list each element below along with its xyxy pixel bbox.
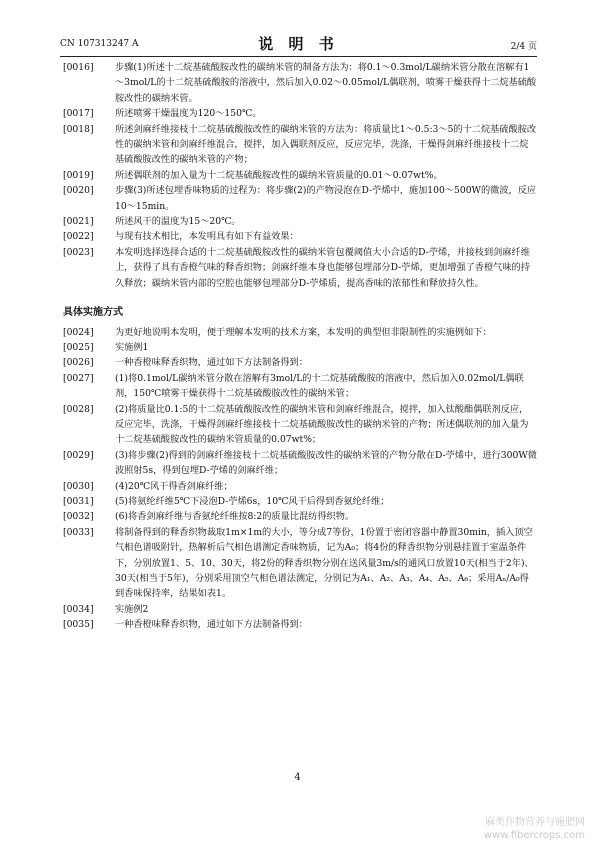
paragraph xyxy=(63,60,537,106)
paragraph xyxy=(63,183,537,214)
paragraph-number: [0024] xyxy=(63,326,94,338)
paragraph-number: [0026] xyxy=(63,357,94,369)
paragraph-text: 实施例2 xyxy=(115,603,149,615)
paragraph xyxy=(63,448,537,479)
paragraph-number: [0031] xyxy=(63,495,94,507)
paragraph-text: 一种香橙味释香织物，通过如下方法制备得到： xyxy=(115,357,308,369)
paragraph-text: 步骤(1)所述十二烷基硫酸胺改性的碳纳米管的制备方法为：将0.1～0.3mol/L碳纳米管分散在溶解有1～3mol/L的十二烷基硫酸胺的溶液中，然后加入0.02～0.05mol/L偶联剂，喷雾干燥获得十二烷基硫酸胺改性的碳纳米管。 xyxy=(115,62,537,104)
paragraph-text: (6)将香剑麻纤维与香氨纶纤维按8:2的质量比混纺得织物。 xyxy=(115,511,355,523)
paragraph-number: [0022] xyxy=(63,231,94,243)
paragraph-text: 一种香橙味释香织物，通过如下方法制备得到： xyxy=(115,619,308,631)
document-body xyxy=(63,60,537,633)
header-rule xyxy=(60,56,537,57)
paragraph xyxy=(63,168,537,183)
paragraph xyxy=(63,602,537,617)
paragraph-text: (3)将步骤(2)得到的剑麻纤维接枝十二烷基硫酸胺改性的碳纳米管的产物分散在D-苧烯中，进行300W微波照射5s，得到包埋D-苧烯的剑麻纤维； xyxy=(115,449,537,477)
watermark xyxy=(484,816,585,842)
paragraph xyxy=(63,525,537,602)
paragraph xyxy=(63,371,537,402)
paragraph-text: 与现有技术相比，本发明具有如下有益效果： xyxy=(115,231,299,243)
paragraph xyxy=(63,214,537,229)
paragraph-number: [0035] xyxy=(63,619,94,631)
document-title: 说 明 书 xyxy=(258,35,339,53)
paragraph-text: (5)将氨纶纤维5℃下浸泡D-苧烯6s，10℃风干后得到香氨纶纤维； xyxy=(115,495,390,507)
watermark-line-1: 麻类作物营养与施肥网 xyxy=(485,817,585,828)
paragraph-text: 所述偶联剂的加入量为十二烷基硫酸胺改性的碳纳米管质量的0.01～0.07wt%。 xyxy=(115,169,443,181)
paragraph-number: [0034] xyxy=(63,603,94,615)
paragraph-text: 所述喷雾干燥温度为120～150℃。 xyxy=(115,108,262,120)
paragraph xyxy=(63,106,537,121)
paragraph-text: (1)将0.1mol/L碳纳米管分散在溶解有3mol/L的十二烷基硫酸胺的溶液中，然后加入0.02mol/L偶联剂，150℃喷雾干燥获得十二烷基硫酸胺改性的碳纳米管； xyxy=(115,372,524,400)
paragraph-number: [0020] xyxy=(63,185,94,197)
paragraph-text: 所述风干的温度为15～20℃。 xyxy=(115,216,241,228)
paragraph-number: [0028] xyxy=(63,403,94,415)
paragraph-number: [0027] xyxy=(63,372,94,384)
patent-number: CN 107313247 A xyxy=(60,39,139,49)
paragraph-number: [0030] xyxy=(63,480,94,492)
paragraph-text: 所述剑麻纤维接枝十二烷基硫酸胺改性的碳纳米管的方法为：将质量比1～0.5:3～5的十二烷基硫酸胺改性的碳纳米管和剑麻纤维混合，搅拌，加入偶联剂反应，反应完毕，洗涤，干燥得剑麻纤维接枝十二烷基硫酸胺改性的碳纳米管的产物； xyxy=(115,123,537,166)
paragraph-number: [0021] xyxy=(63,216,94,228)
paragraph-number: [0025] xyxy=(63,341,94,353)
paragraph xyxy=(63,245,537,291)
paragraph-number: [0019] xyxy=(63,169,94,181)
paragraph-number: [0029] xyxy=(63,449,94,461)
paragraph-text: 步骤(3)所述包埋香味物质的过程为：将步骤(2)的产物浸泡在D-苧烯中，施加100～500W的微波，反应10～15min。 xyxy=(115,185,537,212)
paragraph-number: [0017] xyxy=(63,108,94,120)
paragraph-number: [0016] xyxy=(63,62,94,73)
paragraph xyxy=(63,355,537,370)
paragraph xyxy=(63,325,537,340)
paragraph-text: 本发明选择选择合适的十二烷基硫酸胺改性的碳纳米管包覆阈值大小合适的D-苧烯，并接枝到剑麻纤维上，获得了具有香橙气味的释香织物；剑麻纤维本身也能够包埋部分D-苧烯，更加增强了香橙气味的持久释放；碳纳米管内部的空腔也能够包埋部分D-苧烯质，提高香味的浓郁性和释放持久性。 xyxy=(115,246,530,289)
paragraph-number: [0032] xyxy=(63,511,94,523)
paragraph xyxy=(63,340,537,355)
watermark-line-2: www.fibercrops.com xyxy=(483,830,585,841)
paragraph-text: 将制备得到的释香织物裁取1m×1m的大小，等分成7等份，1份置于密闭容器中静置30min，插入顶空气相色谱吸附针，热解析后气相色谱测定香味物质，记为A₀；将4份的释香织物分别悬挂置于室温条件下，分别放置1、5、10、30天，将2份的释香织物分别在送风量3m/s的通风口放置10天(相当于2年)、30天(相当于5年)，分别采用顶空气相色谱法测定，分别记为A₁、A₂、A₃、A₄、A₅、A₆；采用Aₙ/A₀得到香味保持率，结果如表1。 xyxy=(115,526,534,600)
page-indicator: 2/4 页 xyxy=(510,42,537,52)
paragraph-text: (2)将质量比0.1:5的十二烷基硫酸胺改性的碳纳米管和剑麻纤维混合，搅拌，加入钛酸酯偶联剂反应，反应完毕，洗涤，干燥得剑麻纤维接枝十二烷基硫酸胺改性的碳纳米管的产物；所述偶联剂的加入量为十二烷基硫酸胺改性的碳纳米管质量的0.07wt%； xyxy=(115,403,529,446)
paragraph-number: [0018] xyxy=(63,123,94,135)
section-title: 具体实施方式 xyxy=(63,307,123,319)
page-number: 4 xyxy=(294,772,301,783)
paragraph xyxy=(63,494,537,509)
paragraph-number: [0033] xyxy=(63,526,94,538)
paragraph-number: [0023] xyxy=(63,246,94,258)
paragraph xyxy=(63,122,537,168)
page-header xyxy=(60,33,537,53)
paragraph-list-bottom xyxy=(63,325,537,633)
paragraph xyxy=(63,229,537,244)
paragraph-text: 为更好地说明本发明，便于理解本发明的技术方案，本发明的典型但非限制性的实施例如下： xyxy=(115,326,492,338)
paragraph-list-top xyxy=(63,60,537,291)
paragraph xyxy=(63,479,537,494)
paragraph xyxy=(63,617,537,632)
paragraph-text: (4)20℃风干得香剑麻纤维； xyxy=(115,480,233,492)
paragraph-text: 实施例1 xyxy=(115,341,149,353)
paragraph xyxy=(63,509,537,524)
paragraph xyxy=(63,402,537,448)
